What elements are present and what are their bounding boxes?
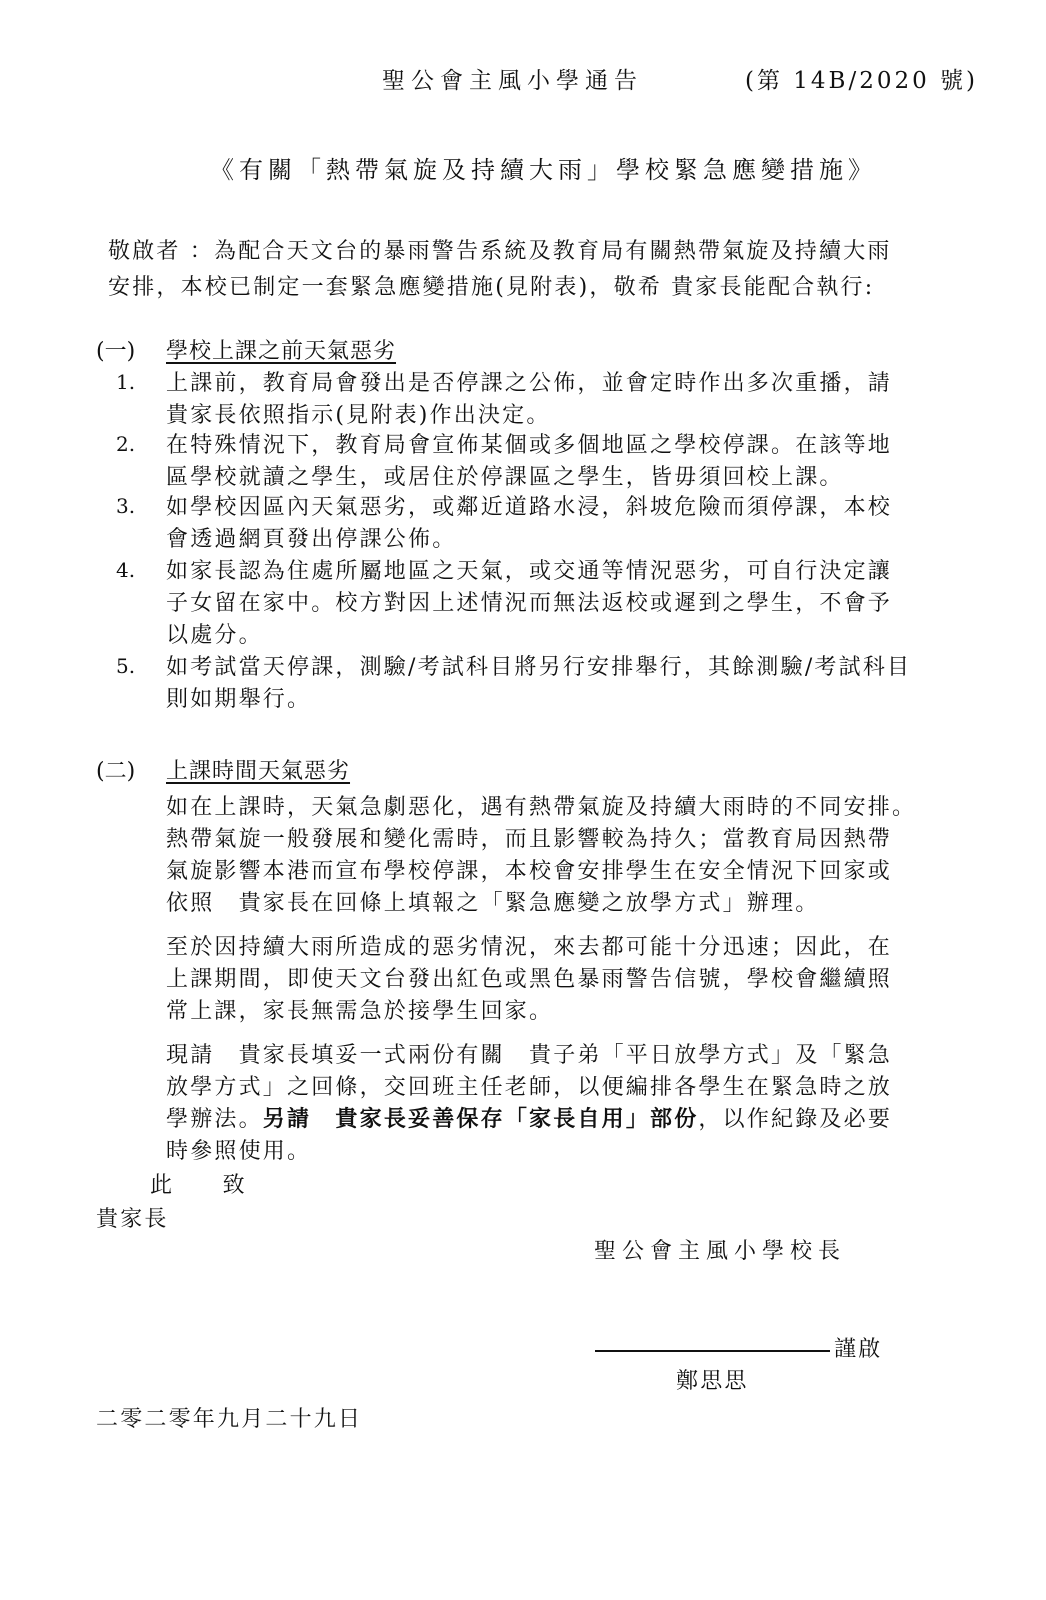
- item-1-line-2: 貴家長依照指示(見附表)作出決定。: [166, 403, 551, 428]
- item-3-number: 3.: [116, 494, 136, 518]
- para-3-line-3-start: 學辦法。: [166, 1107, 263, 1132]
- document-title: 《有關「熱帶氣旋及持續大雨」學校緊急應變措施》: [210, 156, 877, 184]
- para-3-line-3: [166, 1102, 892, 1133]
- notice-date: 二零二零年九月二十九日: [96, 1407, 363, 1432]
- para-3-line-3-end: ，以作紀錄及必要: [698, 1107, 893, 1132]
- para-2-line-3: 常上課，家長無需急於接學生回家。: [166, 999, 554, 1024]
- item-5-line-2: 則如期舉行。: [166, 687, 312, 712]
- para-1-line-3: 氣旋影響本港而宣布學校停課，本校會安排學生在安全情況下回家或: [166, 859, 893, 884]
- item-5-line-1: 如考試當天停課，測驗/考試科目將另行安排舉行，其餘測驗/考試科目: [166, 655, 912, 680]
- intro-line-1: 敬啟者 ：為配合天文台的暴雨警告系統及教育局有關熱帶氣旋及持續大雨: [108, 239, 892, 264]
- section-2-number: (二): [96, 759, 136, 784]
- item-4-number: 4.: [116, 558, 136, 582]
- para-3-line-1: 現請 貴家長填妥一式兩份有關 貴子弟「平日放學方式」及「緊急: [166, 1043, 893, 1068]
- item-2-line-1: 在特殊情況下，教育局會宣佈某個或多個地區之學校停課。在該等地: [166, 433, 893, 458]
- section-2-title: 上課時間天氣惡劣: [166, 759, 351, 784]
- closing-ci-zhi: 此 致: [150, 1173, 247, 1198]
- para-1-line-2: 熱帶氣旋一般發展和變化需時，而且影響較為持久；當教育局因熱帶: [166, 827, 893, 852]
- school-notice-title: 聖公會主風小學通告: [382, 68, 643, 94]
- para-2-line-2: 上課期間，即使天文台發出紅色或黑色暴雨警告信號，學校會繼續照: [166, 967, 893, 992]
- item-4-line-2: 子女留在家中。校方對因上述情況而無法返校或遲到之學生，不會予: [166, 591, 893, 616]
- principal-title: 聖公會主風小學校長: [594, 1239, 847, 1264]
- para-2-line-1: 至於因持續大雨所造成的惡劣情況，來去都可能十分迅速；因此，在: [166, 935, 893, 960]
- intro-line-2: 安排，本校已制定一套緊急應變措施(見附表)，敬希 貴家長能配合執行:: [108, 275, 875, 300]
- addressee: 貴家長: [96, 1207, 169, 1232]
- notice-number: (第 14B/2020 號): [745, 68, 979, 94]
- item-1-number: 1.: [116, 370, 136, 394]
- para-3-line-2: 放學方式」之回條，交回班主任老師，以便編排各學生在緊急時之放: [166, 1075, 893, 1100]
- item-5-number: 5.: [116, 654, 136, 678]
- item-2-number: 2.: [116, 432, 136, 456]
- item-4-line-3: 以處分。: [166, 623, 263, 648]
- para-1-line-4: 依照 貴家長在回條上填報之「緊急應變之放學方式」辦理。: [166, 891, 820, 916]
- item-1-line-1: 上課前，教育局會發出是否停課之公佈，並會定時作出多次重播，請: [166, 371, 893, 396]
- item-2-line-2: 區學校就讀之學生，或居住於停課區之學生，皆毋須回校上課。: [166, 465, 844, 490]
- section-1-title: 學校上課之前天氣惡劣: [166, 339, 397, 364]
- para-3-line-4: 時參照使用。: [166, 1139, 312, 1164]
- keep-parent-copy-notice: 另請 貴家長妥善保存「家長自用」部份: [262, 1106, 699, 1132]
- section-2-heading: [0, 754, 1046, 784]
- jin-qi: 謹啟: [834, 1337, 883, 1362]
- item-4-line-1: 如家長認為住處所屬地區之天氣，或交通等情況惡劣，可自行決定讓: [166, 559, 893, 584]
- signature-line: [595, 1350, 830, 1352]
- section-1-heading: [0, 334, 1046, 364]
- section-1-number: (一): [96, 339, 136, 364]
- item-3-line-2: 會透過網頁發出停課公佈。: [166, 527, 457, 552]
- item-3-line-1: 如學校因區內天氣惡劣，或鄰近道路水浸，斜坡危險而須停課，本校: [166, 495, 893, 520]
- signer-name: 鄭思思: [676, 1369, 749, 1394]
- para-1-line-1: 如在上課時，天氣急劇惡化，遇有熱帶氣旋及持續大雨時的不同安排。: [166, 795, 917, 820]
